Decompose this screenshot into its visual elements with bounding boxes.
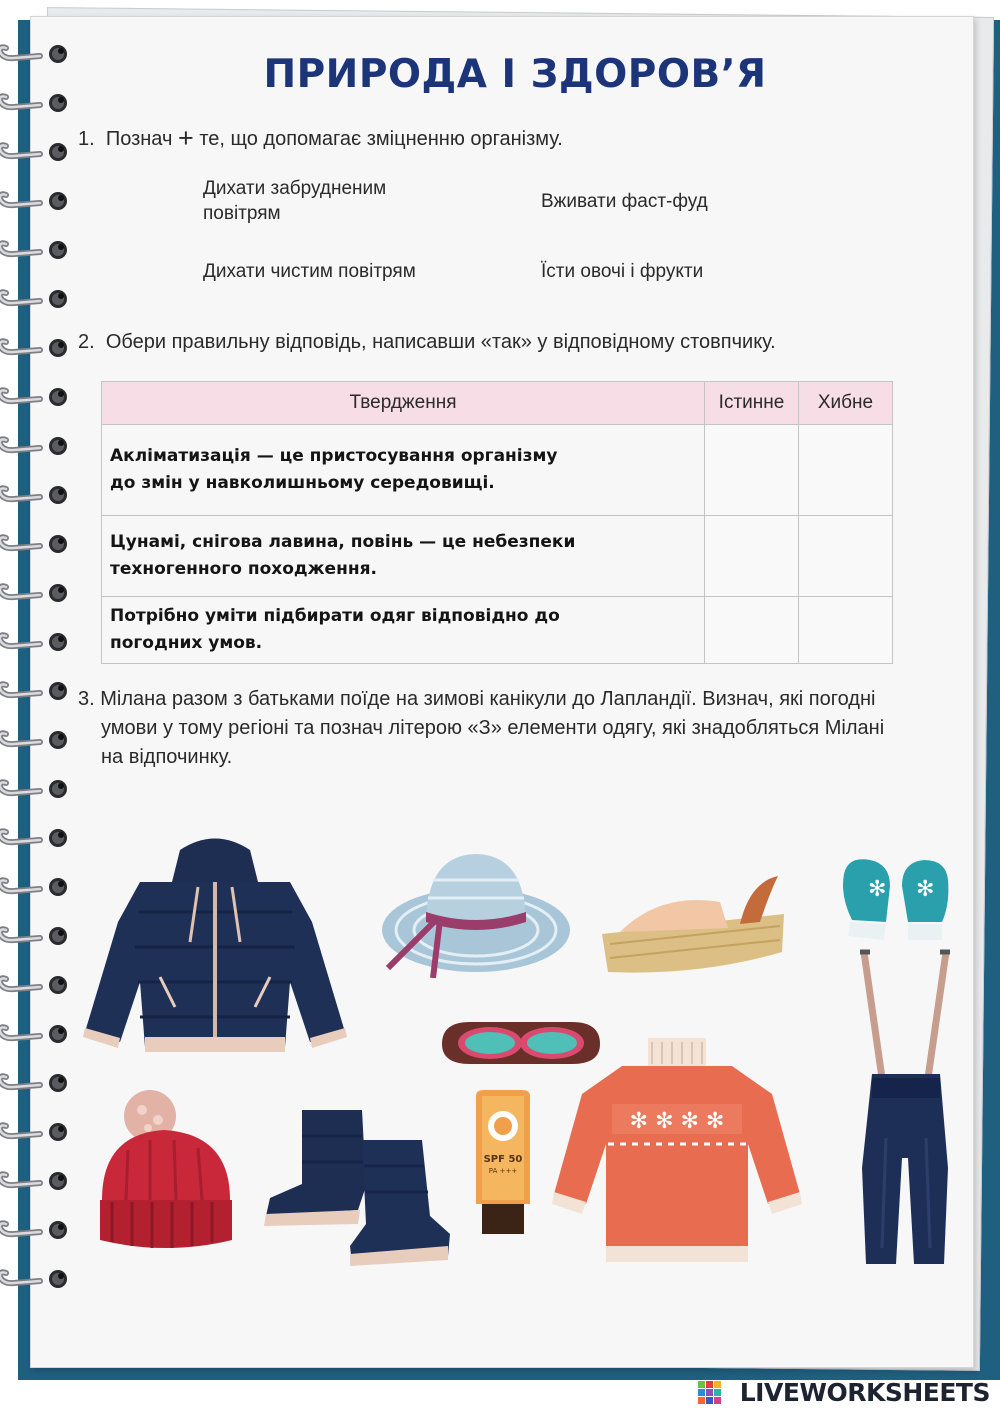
answer-cell-false[interactable] [799, 516, 893, 597]
task1-text-before: Познач [105, 128, 173, 150]
winter-jacket-icon[interactable] [80, 832, 350, 1062]
page-title: ПРИРОДА І ЗДОРОВ’Я [263, 52, 767, 97]
answer-cell-true[interactable] [705, 425, 799, 516]
sandal-icon[interactable] [600, 872, 786, 976]
option-line: Їсти овочі і фрукти [541, 261, 704, 282]
task3-number: 3. [78, 688, 95, 710]
svg-text:✻ ✻ ✻ ✻: ✻ ✻ ✻ ✻ [629, 1109, 725, 1134]
knit-hat-icon[interactable] [98, 1090, 234, 1256]
table-row-statement [102, 425, 705, 516]
task2-prompt [78, 328, 776, 357]
sun-hat-icon[interactable] [378, 850, 574, 978]
answer-cell-true[interactable] [705, 516, 799, 597]
task1-text-after: те, що допомагає зміцненню організму. [199, 128, 563, 150]
option-line: Дихати забрудненим [203, 178, 387, 199]
sunscreen-sublabel: PA +++ [488, 1167, 518, 1175]
table-row-statement [102, 597, 705, 664]
task1-prompt [78, 122, 563, 154]
statement-line: погодних умов. [110, 633, 263, 653]
header-true: Істинне [705, 382, 799, 425]
task1-option-fast-food[interactable] [541, 189, 708, 214]
task2-number: 2. [78, 331, 95, 353]
task3-line: умови у тому регіоні та познач літерою «З» елементи одягу, які знадобляться Мілані [101, 717, 885, 739]
statement-line: техногенного походження. [110, 559, 377, 579]
option-line: Вживати фаст-фуд [541, 191, 708, 212]
statement-line: Акліматизація — це пристосування організму [110, 446, 558, 466]
table-row-statement [102, 516, 705, 597]
true-false-table [101, 381, 893, 664]
svg-text:✻: ✻ [868, 877, 887, 902]
task1-option-fruits[interactable] [541, 259, 703, 284]
answer-cell-true[interactable] [705, 597, 799, 664]
sunscreen-icon[interactable] [472, 1088, 534, 1238]
header-statement: Твердження [102, 382, 705, 425]
mittens-icon[interactable] [838, 856, 954, 942]
winter-boots-icon[interactable] [262, 1106, 452, 1268]
sweater-icon[interactable] [552, 1034, 802, 1268]
overalls-icon[interactable] [852, 948, 960, 1270]
statement-line: до змін у навколишньому середовищі. [110, 473, 495, 493]
task3-prompt [78, 685, 978, 772]
task3-line: на відпочинку. [101, 746, 233, 768]
header-false: Хибне [799, 382, 893, 425]
statement-line: Потрібно уміти підбирати одяг відповідно до [110, 606, 560, 626]
task2-text: Обери правильну відповідь, написавши «так» у відповідному стовпчику. [105, 331, 776, 353]
sunscreen-label: SPF 50 [483, 1154, 523, 1165]
spiral-binding [0, 38, 72, 1308]
task3-line: Мілана разом з батьками поїде на зимові канікули до Лапландії. Визнач, які погодні [100, 688, 876, 710]
task1-number: 1. [78, 128, 95, 150]
liveworksheets-logo-icon [698, 1381, 722, 1405]
liveworksheets-brand[interactable]: LIVEWORKSHEETS [739, 1378, 990, 1407]
option-line: Дихати чистим повітрям [203, 261, 416, 282]
task1-option-polluted-air[interactable] [203, 176, 386, 226]
plus-icon: + [177, 123, 194, 153]
svg-text:✻: ✻ [916, 877, 935, 902]
statement-line: Цунамі, снігова лавина, повінь — це небезпеки [110, 532, 576, 552]
answer-cell-false[interactable] [799, 597, 893, 664]
option-line: повітрям [203, 203, 281, 224]
task1-option-clean-air[interactable] [203, 259, 416, 284]
answer-cell-false[interactable] [799, 425, 893, 516]
